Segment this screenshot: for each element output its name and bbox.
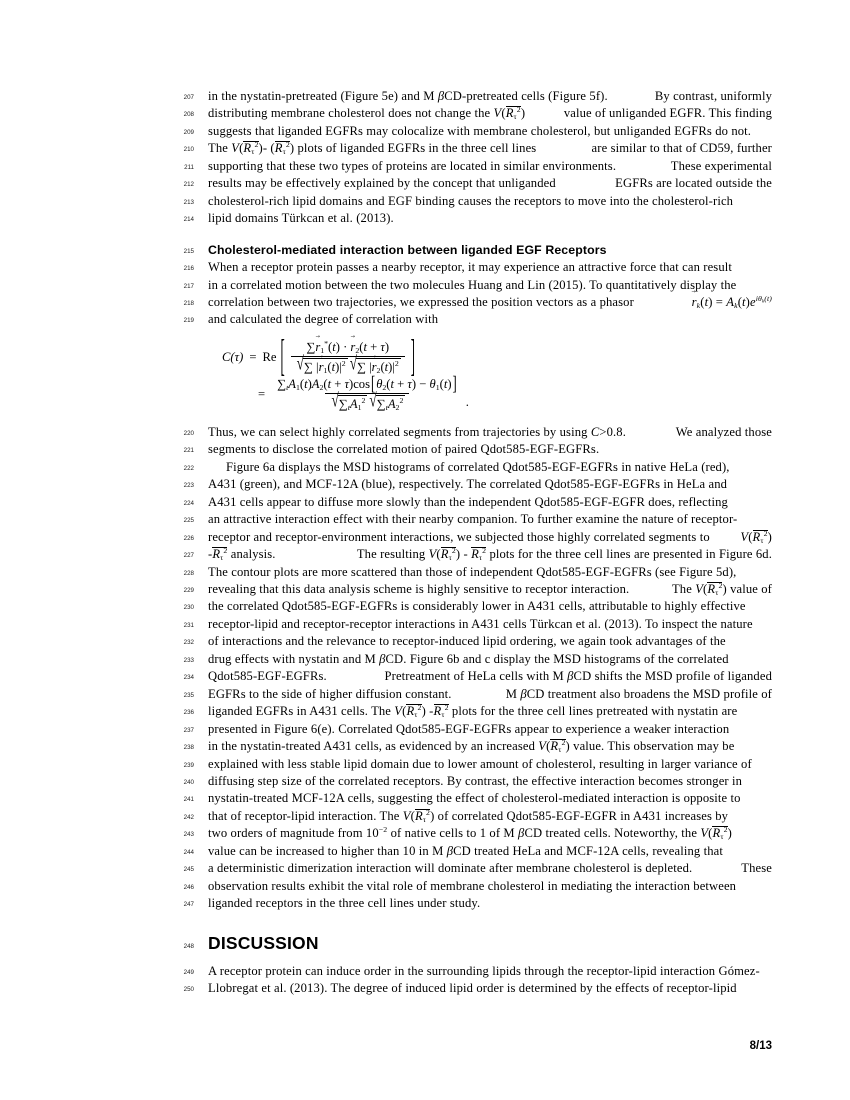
line-number: 208 [183, 111, 194, 119]
text-line [166, 581, 772, 598]
line-number: 226 [183, 534, 194, 542]
line-number: 219 [183, 317, 194, 325]
fraction-2 [273, 372, 462, 413]
line-text: value can be increased to higher than 10 in M βCD treated HeLa and MCF-12A cells, revealing that [208, 843, 723, 858]
text-line [166, 633, 772, 650]
line-number: 240 [183, 778, 194, 786]
text-line [166, 825, 772, 842]
line-text: supporting that these two types of proteins are located in similar environments. These experimental [208, 158, 772, 173]
text-line [166, 123, 772, 140]
line-text: receptor and receptor-environment interactions, we subjected those highly correlated segments to $V(R_\tau^2)$ [208, 528, 772, 545]
text-line [166, 511, 772, 528]
display-equation [166, 331, 772, 413]
paragraph-block [166, 259, 772, 329]
text-line [166, 738, 772, 755]
line-text: observation results exhibit the vital role of membrane cholesterol in mediating the interaction between [208, 878, 737, 893]
line-number: 245 [183, 866, 194, 874]
text-line [166, 459, 772, 476]
line-text: that of receptor-lipid interaction. The $V(R_\tau^2)$ of correlated Qdot585-EGF-EGFR in A431 increases by [208, 808, 729, 825]
line-text: of interactions and the relevance to receptor-induced lipid ordering, we again took advantages of the [208, 634, 726, 649]
text-line [166, 140, 772, 157]
line-text: liganded EGFRs in A431 cells. The $V(R_\tau^2)$ $-R_\tau^2$ plots for the three cell lines pretreated with nystatin are [208, 703, 738, 720]
denominator: √ $\sum_tA_1^2$ √ $\sum_tA_2^2$ [325, 393, 409, 412]
line-text: suggests that liganded EGFRs may colocalize with membrane cholesterol, but unliganded EGFRs do not. [208, 123, 752, 138]
equation-lhs: C(τ) [222, 349, 244, 364]
line-text: in the nystatin-pretreated (Figure 5e) and M βCD-pretreated cells (Figure 5f). By contrast, uniformly [208, 89, 772, 103]
subheading-text: Cholesterol-mediated interaction between liganded EGF Receptors [208, 242, 607, 257]
line-text: and calculated the degree of correlation with [208, 312, 439, 327]
text-line [166, 476, 772, 493]
line-number: 222 [183, 464, 194, 472]
line-text: results may be effectively explained by the concept that unliganded EGFRs are located outside the [208, 176, 772, 191]
page-number-footer: 8/13 [749, 1040, 772, 1052]
text-line [166, 651, 772, 668]
line-number: 224 [183, 499, 194, 507]
line-text: correlation between two trajectories, we expressed the position vectors as a phasor → $r_k(t) = A_k(t)e^{i\theta_k(t)}$ [194, 294, 772, 311]
equals-sign: = [249, 349, 257, 364]
line-number: 207 [183, 94, 194, 101]
line-number: 247 [183, 901, 194, 909]
numerator: $\sum_tA_1(t)A_2(t + \tau)\cos[\theta_2(t + \tau) - \theta_1(t)]$ [277, 372, 457, 395]
line-number: 238 [183, 744, 194, 752]
line-text: in the nystatin-treated A431 cells, as evidenced by an increased $V(R_\tau^2)$ value. This observation may be [208, 738, 735, 755]
line-number: 217 [183, 282, 194, 290]
equation-period: . [465, 394, 469, 409]
text-line [166, 494, 772, 511]
section-subheading [166, 242, 772, 259]
line-text: nystatin-treated MCF-12A cells, suggesting the effect of cholesterol-mediated interaction is opposite to [208, 791, 741, 806]
text-line [166, 598, 772, 615]
paragraph-block [166, 424, 772, 459]
line-text: the correlated Qdot585-EGF-EGFRs is considerably lower in A431 cells, attributable to highly effective [208, 599, 746, 614]
text-line [166, 808, 772, 825]
text-line [166, 860, 772, 877]
line-number: 248 [183, 942, 194, 950]
line-text: a deterministic dimerization interaction will dominate after membrane cholesterol is depleted. These [208, 861, 772, 876]
line-number: 214 [183, 216, 194, 224]
line-number: 236 [183, 709, 194, 717]
line-number: 225 [183, 517, 194, 525]
text-line [166, 193, 772, 210]
section-heading-discussion [166, 932, 772, 954]
line-text: drug effects with nystatin and M βCD. Figure 6b and c display the MSD histograms of the correlated [208, 651, 729, 666]
line-number: 211 [184, 163, 194, 171]
line-text: When a receptor protein passes a nearby receptor, it may experience an attractive force that can result [208, 260, 733, 275]
line-number: 230 [183, 604, 194, 612]
line-text: cholesterol-rich lipid domains and EGF binding causes the receptors to move into the cholesterol-rich [208, 193, 734, 208]
numerator: ∑→ $r_1^*(t)$ · → $r_2(t + \tau)$ [302, 340, 393, 356]
text-line [166, 721, 772, 738]
line-text: A431 cells appear to diffuse more slowly than the independent Qdot585-EGF-EGFR does, reflecting [208, 494, 728, 509]
line-text: lipid domains Türkcan et al. (2013). [208, 211, 394, 226]
text-line [166, 878, 772, 895]
line-number: 249 [183, 968, 194, 976]
line-text: revealing that this data analysis scheme is highly sensitive to receptor interaction. The $V(R_\tau^2)$ value of [208, 581, 772, 598]
line-text: explained with less stable lipid domain due to lower amount of cholesterol, resulting in larger variance of [208, 756, 752, 771]
line-number: 209 [183, 128, 194, 136]
line-number: 220 [183, 429, 194, 437]
text-line [166, 616, 772, 633]
text-line [166, 843, 772, 860]
line-text: EGFRs to the side of higher diffusion constant. M βCD treatment also broadens the MSD profile of [208, 686, 772, 701]
text-line [166, 88, 772, 105]
text-line [166, 895, 772, 912]
text-line [166, 963, 772, 980]
text-line [166, 158, 772, 175]
text-line [166, 441, 772, 458]
text-line [166, 773, 772, 790]
line-text: Llobregat et al. (2013). The degree of induced lipid order is determined by the effects of receptor-lipid [208, 981, 737, 996]
line-number: 232 [183, 639, 194, 647]
paragraph-block [166, 459, 772, 913]
re-operator: Re [262, 349, 277, 364]
line-text: receptor-lipid and receptor-receptor interactions in A431 cells Türkcan et al. (2013). To inspect the nature [208, 616, 753, 631]
text-line [166, 529, 772, 546]
line-number: 213 [183, 198, 194, 206]
line-number: 223 [183, 482, 194, 490]
line-number: 231 [183, 621, 194, 629]
line-text: segments to disclose the correlated motion of paired Qdot585-EGF-EGFRs. [208, 442, 600, 457]
line-text: in a correlated motion between the two molecules Huang and Lin (2015). To quantitatively display the [208, 277, 737, 292]
line-number: 237 [183, 726, 194, 734]
line-text: diffusing step size of the correlated receptors. By contrast, the effective interaction becomes stronger in [208, 773, 743, 788]
line-number: 212 [183, 181, 194, 189]
line-text: Thus, we can select highly correlated segments from trajectories by using C>0.8. We analyzed those [208, 424, 772, 439]
text-line [166, 790, 772, 807]
line-number: 235 [183, 691, 194, 699]
equals-sign-2: = [258, 386, 266, 401]
text-line [166, 686, 772, 703]
bracket-close: ] [410, 331, 415, 381]
line-number: 228 [183, 569, 194, 577]
line-text: The contour plots are more scattered than those of independent Qdot585-EGF-EGFRs (see Figure 5d), [208, 564, 737, 579]
text-line [166, 424, 772, 441]
line-text: Figure 6a displays the MSD histograms of correlated Qdot585-EGF-EGFRs in native HeLa (red), [226, 459, 730, 474]
line-number: 227 [183, 552, 194, 560]
text-line [166, 546, 772, 563]
line-number: 242 [183, 813, 194, 821]
line-number: 241 [183, 796, 194, 804]
text-line [166, 564, 772, 581]
text-line [166, 980, 772, 997]
text-line [166, 756, 772, 773]
line-text: Qdot585-EGF-EGFRs. Pretreatment of HeLa cells with M βCD shifts the MSD profile of liganded [208, 669, 772, 684]
text-line [166, 105, 772, 122]
text-line [166, 277, 772, 294]
line-number: 239 [183, 761, 194, 769]
fraction-1 [291, 340, 405, 375]
line-number: 244 [183, 848, 194, 856]
line-text: presented in Figure 6(e). Correlated Qdot585-EGF-EGFRs appear to experience a weaker interaction [208, 721, 730, 736]
line-number: 218 [183, 299, 194, 307]
line-text: The $V(R_\tau^2)-$ $(R_\tau^2)$ plots of liganded EGFRs in the three cell lines are similar to that of CD59, further [208, 140, 772, 157]
heading-text: DISCUSSION [208, 932, 319, 953]
equation-line-2 [222, 372, 772, 413]
line-text: two orders of magnitude from $10^{-2}$ of native cells to 1 of M βCD treated cells. Noteworthy, the $V(R_\tau^2)$ [208, 825, 732, 842]
text-line [166, 703, 772, 720]
line-number: 216 [183, 265, 194, 273]
text-line [166, 294, 772, 311]
text-line [166, 668, 772, 685]
line-text: $-R_\tau^2$ analysis. The resulting $V(R_\tau^2) - R_\tau^2$ plots for the three cell lines are presented in Figure 6d. [208, 546, 772, 563]
line-text: distributing membrane cholesterol does not change the $V(R_\tau^2)$ value of unliganded EGFR. This finding [208, 105, 772, 122]
paragraph-block [166, 88, 772, 228]
paragraph-block [166, 963, 772, 998]
line-number: 215 [183, 247, 194, 255]
bracket-open: [ [280, 331, 285, 381]
text-line [166, 210, 772, 227]
line-text: an attractive interaction effect with their nearby companion. To further examine the nature of receptor- [208, 512, 738, 527]
line-text: liganded receptors in the three cell lines under study. [208, 896, 481, 911]
line-number: 221 [183, 447, 194, 455]
text-line [166, 311, 772, 328]
line-number: 243 [183, 831, 194, 839]
page-content [166, 88, 772, 997]
equation-line-1 [222, 331, 772, 381]
line-number: 234 [183, 674, 194, 682]
text-line [166, 259, 772, 276]
text-line [166, 175, 772, 192]
line-number: 210 [183, 146, 194, 154]
line-number: 233 [183, 656, 194, 664]
line-text: A receptor protein can induce order in the surrounding lipids through the receptor-lipid interaction Gómez- [208, 963, 760, 978]
denominator: √ ∑ |→ $r_1(t)|^2$ √ ∑ |→ $r_2(t)|^2$ [291, 356, 405, 375]
line-number: 250 [183, 986, 194, 994]
line-number: 229 [183, 586, 194, 594]
line-text: A431 (green), and MCF-12A (blue), respectively. The correlated Qdot585-EGF-EGFRs in HeLa and [208, 477, 728, 492]
line-number: 246 [183, 883, 194, 891]
